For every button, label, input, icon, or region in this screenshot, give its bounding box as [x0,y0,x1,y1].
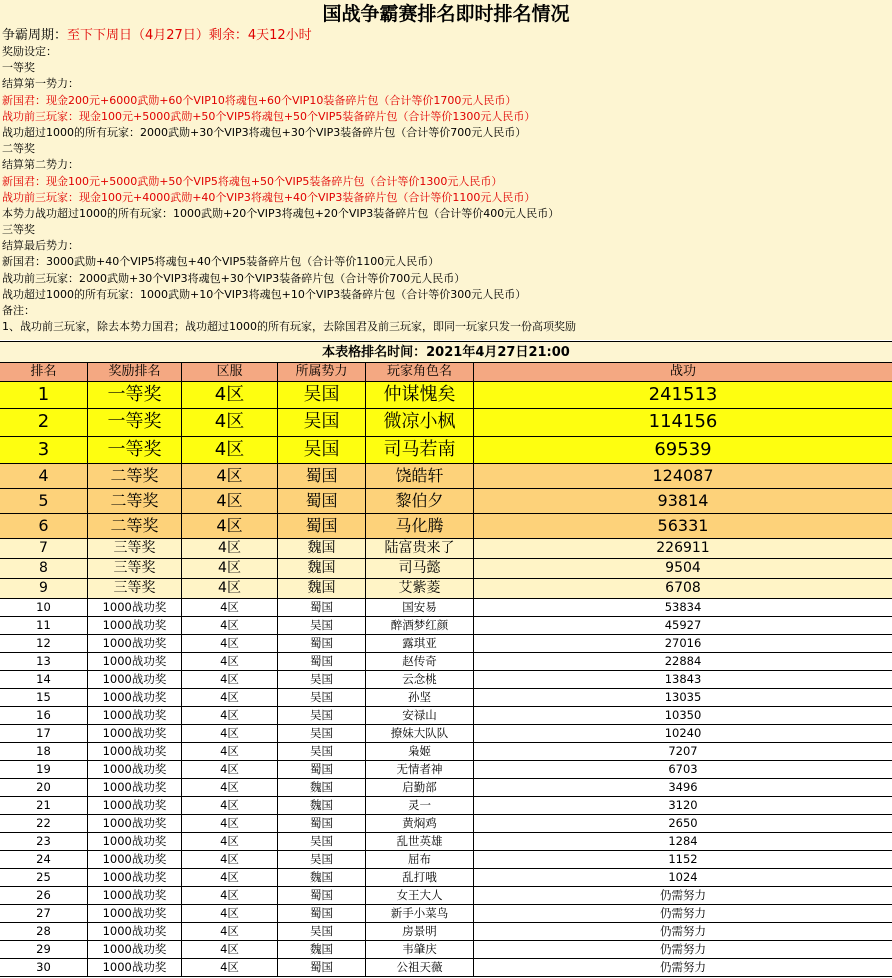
server-cell[interactable]: 4区 [182,725,278,742]
merit-cell[interactable]: 6703 [668,762,698,777]
table-row [0,761,892,779]
rules-list [2,44,890,335]
faction-cell[interactable]: 吴国 [278,923,366,940]
award-cell[interactable]: 1000战功奖 [88,617,182,634]
faction-cell[interactable]: 吴国 [278,409,366,435]
award-cell[interactable]: 一等奖 [88,382,182,408]
award-cell[interactable]: 1000战功奖 [88,761,182,778]
faction-cell[interactable]: 蜀国 [278,599,366,616]
server-cell[interactable]: 4区 [182,599,278,616]
server-cell[interactable]: 4区 [182,869,278,886]
rank-cell[interactable]: 29 [0,941,88,958]
merit-cell[interactable]: 仍需努力 [660,906,706,921]
player-name-cell[interactable]: 司马懿 [366,559,474,578]
player-name-cell[interactable]: 启勤部 [366,779,474,796]
table-row [0,559,892,579]
table-row [0,599,892,617]
award-cell[interactable]: 1000战功奖 [88,905,182,922]
table-row [0,743,892,761]
award-cell[interactable]: 1000战功奖 [88,887,182,904]
table-row [0,382,892,409]
rule-line: 1、战功前三玩家，除去本势力国君；战功超过1000的所有玩家，去除国君及前三玩家，即同一玩家只发一份高项奖励 [2,320,576,334]
player-name-cell[interactable]: 孙坚 [366,689,474,706]
rule-line: 新国君：现金200元+6000武勋+60个VIP10将魂包+60个VIP10装备碎片包（合计等价1700元人民币） [2,93,517,107]
rule-line: 奖励设定： [2,45,57,58]
merit-cell[interactable]: 仍需努力 [660,924,706,939]
server-cell[interactable]: 4区 [182,489,278,513]
player-name-cell[interactable]: 安禄山 [366,707,474,724]
table-row [0,941,892,959]
server-cell[interactable]: 4区 [182,635,278,652]
server-cell[interactable]: 4区 [182,923,278,940]
player-name-cell[interactable]: 仲谋愧矣 [366,382,474,408]
column-header-server[interactable]: 区服 [182,363,278,381]
player-name-cell[interactable]: 黄焖鸡 [366,815,474,832]
table-row [0,539,892,559]
rank-cell[interactable]: 7 [0,539,88,558]
player-name-cell[interactable]: 撩妹大队队 [366,725,474,742]
rule-line: 战功超过1000的所有玩家：2000武勋+30个VIP3将魂包+30个VIP3装备碎片包（合计等价700元人民币） [2,125,527,139]
faction-cell[interactable]: 蜀国 [278,464,366,488]
table-row [0,437,892,464]
table-row [0,464,892,489]
rank-cell[interactable]: 23 [0,833,88,850]
faction-cell[interactable]: 蜀国 [278,905,366,922]
player-name-cell[interactable]: 乱世英雄 [366,833,474,850]
rank-cell[interactable]: 1 [0,382,88,408]
player-name-cell[interactable]: 饶皓轩 [366,464,474,488]
table-row [0,779,892,797]
award-cell[interactable]: 1000战功奖 [88,671,182,688]
merit-cell[interactable]: 114156 [648,411,718,433]
table-row [0,514,892,539]
player-name-cell[interactable]: 公祖天薇 [366,959,474,976]
merit-cell[interactable]: 7207 [668,744,698,759]
period-value: 至下下周日（4月27日）剩余：4天12小时 [67,28,312,43]
server-cell[interactable]: 4区 [182,409,278,435]
faction-cell[interactable]: 吴国 [278,851,366,868]
server-cell[interactable]: 4区 [182,514,278,538]
faction-cell[interactable]: 魏国 [278,941,366,958]
faction-cell[interactable]: 吴国 [278,671,366,688]
merit-cell[interactable]: 124087 [652,466,714,486]
server-cell[interactable]: 4区 [182,559,278,578]
merit-cell[interactable]: 3120 [668,798,698,813]
award-cell[interactable]: 1000战功奖 [88,653,182,670]
server-cell[interactable]: 4区 [182,851,278,868]
rank-cell[interactable]: 10 [0,599,88,616]
rule-line: 战功前三玩家：现金100元+4000武勋+40个VIP3将魂包+40个VIP3装备碎片包（合计等价1100元人民币） [2,190,536,204]
table-row [0,815,892,833]
period-line [2,27,312,44]
award-cell[interactable]: 1000战功奖 [88,743,182,760]
faction-cell[interactable]: 吴国 [278,725,366,742]
rank-cell[interactable]: 21 [0,797,88,814]
rule-line: 战功前三玩家：现金100元+5000武勋+50个VIP5将魂包+50个VIP5装备碎片包（合计等价1300元人民币） [2,109,536,123]
award-cell[interactable]: 1000战功奖 [88,923,182,940]
merit-cell[interactable]: 226911 [656,540,710,557]
merit-cell[interactable]: 56331 [657,516,709,536]
rank-cell[interactable]: 30 [0,959,88,976]
server-cell[interactable]: 4区 [182,905,278,922]
player-name-cell[interactable]: 国安易 [366,599,474,616]
rank-cell[interactable]: 2 [0,409,88,435]
server-cell[interactable]: 4区 [182,833,278,850]
period-label: 争霸周期： [2,28,68,43]
award-cell[interactable]: 1000战功奖 [88,779,182,796]
rank-cell[interactable]: 26 [0,887,88,904]
table-row [0,797,892,815]
rule-line: 备注： [2,304,35,317]
faction-cell[interactable]: 蜀国 [278,815,366,832]
faction-cell[interactable]: 蜀国 [278,635,366,652]
player-name-cell[interactable]: 露琪亚 [366,635,474,652]
merit-cell[interactable]: 27016 [664,636,702,651]
rule-line: 战功前三玩家：2000武勋+30个VIP3将魂包+30个VIP3装备碎片包（合计等价700元人民币） [2,271,466,285]
rank-cell[interactable]: 22 [0,815,88,832]
server-cell[interactable]: 4区 [182,707,278,724]
rank-cell[interactable]: 16 [0,707,88,724]
faction-cell[interactable]: 吴国 [278,437,366,463]
server-cell[interactable]: 4区 [182,887,278,904]
table-row [0,635,892,653]
award-cell[interactable]: 1000战功奖 [88,725,182,742]
player-name-cell[interactable]: 云念桃 [366,671,474,688]
award-cell[interactable]: 1000战功奖 [88,707,182,724]
rule-line: 三等奖 [2,223,35,237]
rank-cell[interactable]: 14 [0,671,88,688]
merit-cell[interactable]: 9504 [665,560,701,577]
faction-cell[interactable]: 魏国 [278,797,366,814]
server-cell[interactable]: 4区 [182,761,278,778]
merit-cell[interactable]: 3496 [668,780,698,795]
rank-cell[interactable]: 4 [0,464,88,488]
faction-cell[interactable]: 魏国 [278,539,366,558]
award-cell[interactable]: 1000战功奖 [88,851,182,868]
rank-cell[interactable]: 6 [0,514,88,538]
table-row [0,489,892,514]
rule-line: 结算第二势力： [2,158,79,172]
faction-cell[interactable]: 蜀国 [278,653,366,670]
server-cell[interactable]: 4区 [182,779,278,796]
column-header-name[interactable]: 玩家角色名 [366,363,474,381]
award-cell[interactable]: 1000战功奖 [88,815,182,832]
faction-cell[interactable]: 魏国 [278,779,366,796]
player-name-cell[interactable]: 房景明 [366,923,474,940]
column-header-faction[interactable]: 所属势力 [278,363,366,381]
table-row [0,887,892,905]
rank-cell[interactable]: 11 [0,617,88,634]
rank-cell[interactable]: 27 [0,905,88,922]
server-cell[interactable]: 4区 [182,382,278,408]
rule-line: 本势力战功超过1000的所有玩家：1000武勋+20个VIP3将魂包+20个VIP3装备碎片包（合计等价400元人民币） [2,206,560,220]
merit-cell[interactable]: 仍需努力 [660,888,706,903]
award-cell[interactable]: 三等奖 [88,539,182,558]
page-title: 国战争霸赛排名即时排名情况 [322,3,570,25]
server-cell[interactable]: 4区 [182,579,278,598]
faction-cell[interactable]: 蜀国 [278,514,366,538]
table-body [0,382,892,977]
rank-cell[interactable]: 8 [0,559,88,578]
merit-cell[interactable]: 仍需努力 [660,942,706,957]
faction-cell[interactable]: 魏国 [278,869,366,886]
server-cell[interactable]: 4区 [182,743,278,760]
rank-cell[interactable]: 28 [0,923,88,940]
rank-cell[interactable]: 9 [0,579,88,598]
faction-cell[interactable]: 蜀国 [278,489,366,513]
rule-line: 战功超过1000的所有玩家：1000武勋+10个VIP3将魂包+10个VIP3装备碎片包（合计等价300元人民币） [2,287,527,301]
award-cell[interactable]: 1000战功奖 [88,797,182,814]
award-cell[interactable]: 三等奖 [88,579,182,598]
merit-cell[interactable]: 10350 [664,708,702,723]
table-row [0,707,892,725]
merit-cell[interactable]: 93814 [657,491,709,511]
rank-cell[interactable]: 15 [0,689,88,706]
rank-cell[interactable]: 24 [0,851,88,868]
table-row [0,905,892,923]
award-cell[interactable]: 1000战功奖 [88,833,182,850]
player-name-cell[interactable]: 陆富贵来了 [366,539,474,558]
award-cell[interactable]: 二等奖 [88,489,182,513]
rule-line: 新国君：现金100元+5000武勋+50个VIP5将魂包+50个VIP5装备碎片包（合计等价1300元人民币） [2,174,503,188]
table-row [0,923,892,941]
player-name-cell[interactable]: 黎伯夕 [366,489,474,513]
table-header [0,363,892,382]
merit-cell[interactable]: 53834 [664,600,702,615]
table-row [0,959,892,977]
table-row [0,671,892,689]
merit-cell[interactable]: 1024 [668,870,698,885]
award-cell[interactable]: 1000战功奖 [88,635,182,652]
merit-cell[interactable]: 13843 [664,672,702,687]
rule-line: 结算最后势力： [2,239,79,253]
player-name-cell[interactable]: 司马若南 [366,437,474,463]
faction-cell[interactable]: 吴国 [278,743,366,760]
rule-line: 二等奖 [2,142,35,156]
player-name-cell[interactable]: 马化腾 [366,514,474,538]
player-name-cell[interactable]: 赵传奇 [366,653,474,670]
table-row [0,869,892,887]
award-cell[interactable]: 一等奖 [88,409,182,435]
player-name-cell[interactable]: 无情者神 [366,761,474,778]
player-name-cell[interactable]: 韦肇庆 [366,941,474,958]
merit-cell[interactable]: 45927 [664,618,702,633]
table-row [0,579,892,599]
player-name-cell[interactable]: 灵一 [366,797,474,814]
rank-cell[interactable]: 19 [0,761,88,778]
server-cell[interactable]: 4区 [182,815,278,832]
server-cell[interactable]: 4区 [182,689,278,706]
award-cell[interactable]: 1000战功奖 [88,869,182,886]
award-cell[interactable]: 1000战功奖 [88,599,182,616]
player-name-cell[interactable]: 乱打哦 [366,869,474,886]
rule-line: 一等奖 [2,61,35,75]
merit-cell[interactable]: 13035 [664,690,702,705]
player-name-cell[interactable]: 屈布 [366,851,474,868]
player-name-cell[interactable]: 女王大人 [366,887,474,904]
table-row [0,689,892,707]
rank-cell[interactable]: 17 [0,725,88,742]
merit-cell[interactable]: 1152 [668,852,698,867]
faction-cell[interactable]: 吴国 [278,689,366,706]
server-cell[interactable]: 4区 [182,941,278,958]
merit-cell[interactable]: 22884 [664,654,702,669]
rank-cell[interactable]: 5 [0,489,88,513]
award-cell[interactable]: 三等奖 [88,559,182,578]
table-caption: 本表格排名时间：2021年4月27日21:00 [0,341,892,363]
faction-cell[interactable]: 蜀国 [278,761,366,778]
rule-line: 新国君：3000武勋+40个VIP5将魂包+40个VIP5装备碎片包（合计等价1100元人民币） [2,255,440,269]
merit-cell[interactable]: 10240 [664,726,702,741]
column-header-award[interactable]: 奖励排名 [88,363,182,381]
rank-cell[interactable]: 12 [0,635,88,652]
rank-cell[interactable]: 18 [0,743,88,760]
table-row [0,617,892,635]
server-cell[interactable]: 4区 [182,464,278,488]
table-row [0,851,892,869]
rank-cell[interactable]: 20 [0,779,88,796]
server-cell[interactable]: 4区 [182,797,278,814]
faction-cell[interactable]: 蜀国 [278,887,366,904]
player-name-cell[interactable]: 微凉小枫 [366,409,474,435]
merit-cell[interactable]: 6708 [665,580,701,597]
award-cell[interactable]: 二等奖 [88,514,182,538]
server-cell[interactable]: 4区 [182,959,278,976]
rule-line: 结算第一势力： [2,77,79,91]
award-cell[interactable]: 一等奖 [88,437,182,463]
merit-cell[interactable]: 69539 [654,438,712,460]
faction-cell[interactable]: 吴国 [278,707,366,724]
award-cell[interactable]: 1000战功奖 [88,689,182,706]
server-cell[interactable]: 4区 [182,437,278,463]
server-cell[interactable]: 4区 [182,617,278,634]
table-row [0,833,892,851]
faction-cell[interactable]: 蜀国 [278,959,366,976]
merit-cell[interactable]: 241513 [648,384,718,405]
rank-cell[interactable]: 25 [0,869,88,886]
faction-cell[interactable]: 吴国 [278,382,366,408]
faction-cell[interactable]: 魏国 [278,559,366,578]
player-name-cell[interactable]: 枭姬 [366,743,474,760]
table-row [0,409,892,436]
award-cell[interactable]: 1000战功奖 [88,959,182,976]
award-cell[interactable]: 二等奖 [88,464,182,488]
server-cell[interactable]: 4区 [182,671,278,688]
server-cell[interactable]: 4区 [182,653,278,670]
faction-cell[interactable]: 魏国 [278,579,366,598]
merit-cell[interactable]: 1284 [668,834,698,849]
column-header-rank[interactable]: 排名 [0,363,88,381]
player-name-cell[interactable]: 艾紫菱 [366,579,474,598]
rank-cell[interactable]: 3 [0,437,88,463]
table-row [0,725,892,743]
merit-cell[interactable]: 仍需努力 [660,960,706,975]
award-cell[interactable]: 1000战功奖 [88,941,182,958]
column-header-merit[interactable]: 战功 [669,364,696,379]
player-name-cell[interactable]: 新手小菜鸟 [366,905,474,922]
faction-cell[interactable]: 吴国 [278,833,366,850]
server-cell[interactable]: 4区 [182,539,278,558]
merit-cell[interactable]: 2650 [668,816,698,831]
faction-cell[interactable]: 吴国 [278,617,366,634]
rank-cell[interactable]: 13 [0,653,88,670]
table-row [0,653,892,671]
player-name-cell[interactable]: 醉酒梦红颜 [366,617,474,634]
